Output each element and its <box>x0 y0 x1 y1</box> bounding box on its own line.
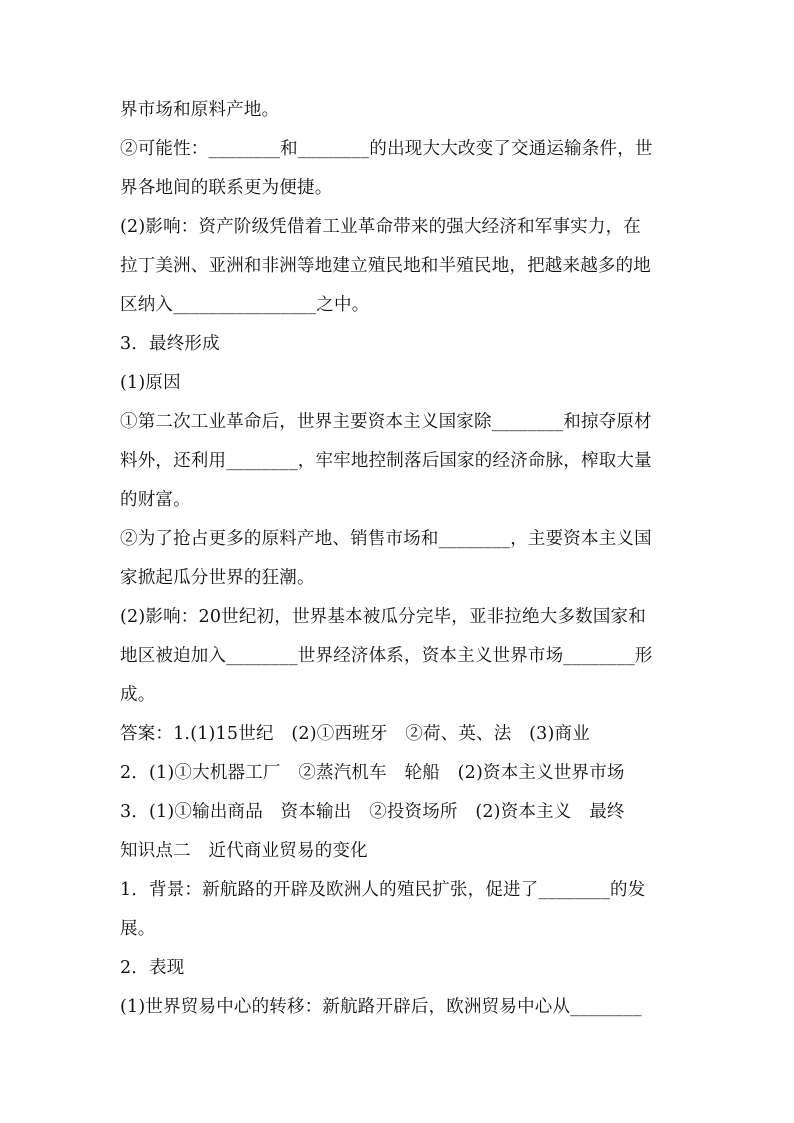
text-line: 拉丁美洲、亚洲和非洲等地建立殖民地和半殖民地，把越来越多的地 <box>120 256 651 276</box>
text-line: ②可能性：________和________的出现大大改变了交通运输条件，世 <box>120 139 653 159</box>
section-heading: 3．最终形成 <box>120 334 220 354</box>
knowledge-point-heading: 知识点二 近代商业贸易的变化 <box>120 841 368 861</box>
text-line: 料外，还利用________，牢牢地控制落后国家的经济命脉，榨取大量 <box>120 451 652 471</box>
text-line: 区纳入________________之中。 <box>120 295 370 315</box>
text-line: ②为了抢占更多的原料产地、销售市场和________，主要资本主义国 <box>120 529 652 549</box>
text-line: 界各地间的联系更为便捷。 <box>120 178 333 198</box>
text-line: ①第二次工业革命后，世界主要资本主义国家除________和掠夺原材 <box>120 412 652 432</box>
text-line: 成。 <box>120 685 156 705</box>
text-line: 1．背景：新航路的开辟及欧洲人的殖民扩张，促进了________的发 <box>120 880 646 900</box>
text-line: 的财富。 <box>120 490 191 510</box>
text-line: 界市场和原料产地。 <box>120 100 280 120</box>
answer-line: 3．(1)①输出商品 资本输出 ②投资场所 (2)资本主义 最终 <box>120 802 625 822</box>
section-heading: 2．表现 <box>120 958 185 978</box>
text-line: 家掀起瓜分世界的狂潮。 <box>120 568 315 588</box>
text-line: 展。 <box>120 919 156 939</box>
answer-line: 答案：1.(1)15世纪 (2)①西班牙 ②荷、英、法 (3)商业 <box>120 724 590 744</box>
text-line: (1)世界贸易中心的转移：新航路开辟后，欧洲贸易中心从________ <box>120 997 642 1017</box>
text-line: (2)影响：20世纪初，世界基本被瓜分完毕，亚非拉绝大多数国家和 <box>120 607 646 627</box>
text-line: 地区被迫加入________世界经济体系，资本主义世界市场________形 <box>120 646 653 666</box>
answer-line: 2．(1)①大机器工厂 ②蒸汽机车 轮船 (2)资本主义世界市场 <box>120 763 625 783</box>
text-line: (2)影响：资产阶级凭借着工业革命带来的强大经济和军事实力，在 <box>120 217 641 237</box>
text-line: (1)原因 <box>120 373 181 393</box>
document-page <box>120 91 680 1027</box>
